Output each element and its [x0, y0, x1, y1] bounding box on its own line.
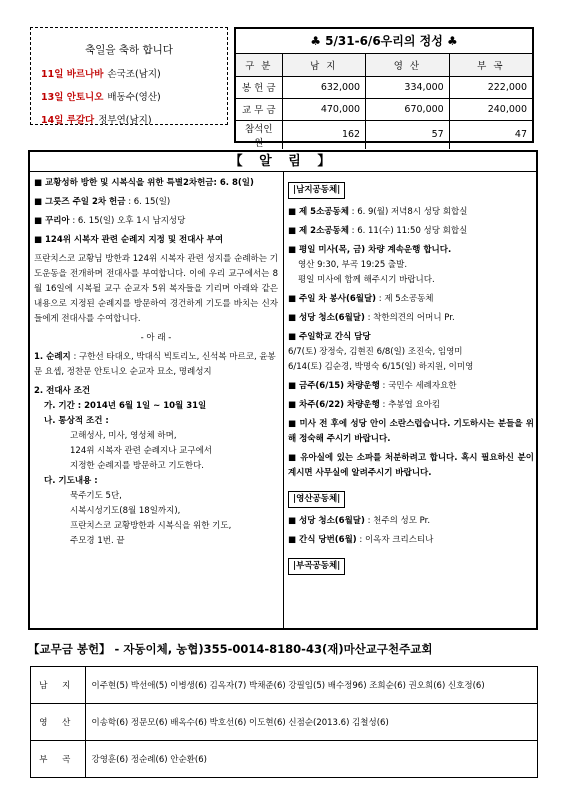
notice-item-label: ■ 그릇즈 주일 2차 헌금: [34, 197, 126, 207]
notice-item-label: ■ 성당 청소(6월달): [288, 313, 365, 323]
column-header: 영 산: [366, 54, 450, 76]
cell: 47: [449, 120, 532, 149]
offering-header-row: [236, 54, 532, 76]
notice-detail: 고해성사, 미사, 영성체 하며,: [70, 431, 177, 441]
notice-detail: 124위 시복자 관련 순례지나 교구에서: [70, 446, 212, 456]
row-label: 봉 헌 금: [236, 76, 282, 98]
notice-sub-item: 나. 통상적 조건 :: [44, 416, 109, 426]
cell: 334,000: [366, 76, 450, 98]
donor-names: 이송학(6) 정문모(6) 배옥수(6) 박호선(6) 이도현(6) 신점순(2013.6) 김철성(6): [85, 703, 537, 741]
notice-item: ■ 미사 전 후에 성당 안이 소란스럽습니다. 기도하시는 분들을 위해 정숙해 주시기 바랍니다.: [288, 419, 534, 444]
notice-item: ■ 평일 미사(목, 금) 차량 계속운행 합니다.: [288, 245, 452, 255]
feast-day-row: [41, 112, 227, 126]
notice-item: [288, 533, 534, 548]
offering-table: [234, 27, 534, 149]
donor-row: [31, 703, 537, 741]
notice-item-label: ■ 간식 당번(6월): [288, 535, 357, 545]
notice-item: [288, 514, 534, 529]
feast-day-names: 배동수(영산): [107, 92, 161, 103]
notice-item: [34, 214, 278, 229]
notice-title: 【 알 림 】: [30, 152, 536, 172]
notice-detail: 시복시성기도(8월 18일까지),: [70, 506, 181, 516]
offering-grid: [236, 54, 532, 149]
notice-item-text: : 이옥자 크리스티나: [359, 535, 434, 545]
donors-grid: [31, 667, 537, 777]
feast-day-box: [30, 27, 228, 125]
column-header: 부 곡: [449, 54, 532, 76]
row-label: 참석인원: [236, 120, 282, 149]
list-item-text: : 구한선 타대오, 박대식 빅토리노, 신석복 마르코, 윤봉문 요셉, 정찬문 안토니오 순교자 묘소, 명례성지: [34, 352, 276, 377]
donor-names: 이주현(5) 박선애(5) 이병생(6) 김옥자(7) 박채준(6) 강필임(5) 배수정96) 조희순(6) 권오희(6) 신호정(6): [85, 667, 537, 703]
offering-title: ♣ 5/31-6/6우리의 정성 ♣: [236, 29, 532, 54]
donor-area: 부 곡: [31, 741, 85, 777]
feast-day-names: 손국조(남지): [107, 69, 161, 80]
notice-item: ■ 주일학교 간식 담당: [288, 332, 371, 342]
donors-table: [30, 666, 538, 778]
notice-item-text: : 추봉엽 요아킴: [382, 400, 441, 410]
notice-item-text: : 국민수 세례자요한: [382, 381, 457, 391]
community-tag-namji: |남지공동체|: [288, 182, 345, 199]
notice-item-label: ■ 차주(6/22) 차량운행: [288, 400, 380, 410]
notice-item-label: ■ 제 2소공동체: [288, 226, 349, 236]
column-header: 구 분: [236, 54, 282, 76]
feast-day-date: 14일 루갈다: [41, 115, 95, 126]
notice-item: ■ 124위 시복자 관련 순례지 지정 및 전대사 부여: [34, 235, 224, 245]
notice-item: ■ 교황성하 방한 및 시복식을 위한 특별2차헌금: 6. 8(일): [34, 178, 254, 188]
feast-day-date: 11일 바르나바: [41, 69, 104, 80]
donor-names: 강영훈(6) 정순례(6) 안순환(6): [85, 741, 537, 777]
notice-item: [288, 398, 534, 413]
donor-area: 영 산: [31, 703, 85, 741]
donor-area: 남 지: [31, 667, 85, 703]
donor-row: [31, 667, 537, 703]
notice-item: [288, 311, 534, 326]
notice-detail: 평일 미사에 함께 해주시기 바랍니다.: [298, 275, 435, 285]
list-item-label: 1. 순례지: [34, 352, 71, 362]
notice-list-item: 2. 전대사 조건: [34, 386, 91, 396]
feast-day-row: [41, 89, 227, 103]
notice-right-column: [288, 176, 534, 581]
notice-item-label: ■ 제 5소공동체: [288, 207, 349, 217]
cell: 240,000: [449, 98, 532, 120]
column-header: 남 지: [282, 54, 366, 76]
notice-sub-item: 다. 기도내용 :: [44, 476, 98, 486]
cell: 162: [282, 120, 366, 149]
notice-detail: 주모경 1번. 끝: [70, 536, 125, 546]
cell: 632,000: [282, 76, 366, 98]
community-tag-yeongsan: |영산공동체|: [288, 491, 345, 508]
cell: 670,000: [366, 98, 450, 120]
notice-detail: 영산 9:30, 부곡 19:25 출발.: [298, 260, 408, 270]
cell: 222,000: [449, 76, 532, 98]
notice-list-item: [34, 350, 278, 380]
notice-item: [288, 292, 534, 307]
donor-row: [31, 741, 537, 777]
community-tag-bugok: |부곡공동체|: [288, 558, 345, 575]
notice-detail: 6/7(토) 장정숙, 김현진 6/8(일) 조진숙, 임영미: [288, 347, 463, 357]
notice-subheading: - 아 래 -: [140, 333, 172, 343]
notice-detail: 지정한 순례지를 방문하고 기도한다.: [70, 461, 204, 471]
notice-item-text: : 6. 9(월) 저녁8시 성당 회합실: [351, 207, 468, 217]
column-divider: [283, 172, 284, 630]
row-label: 교 무 금: [236, 98, 282, 120]
notice-item-label: ■ 주일 차 봉사(6월달): [288, 294, 377, 304]
notice-item-text: : 제 5소공동체: [378, 294, 434, 304]
notice-sub-item: 가. 기간 : 2014년 6월 1일 ~ 10월 31일: [44, 401, 207, 411]
offering-row: [236, 76, 532, 98]
notice-item-label: ■ 성당 청소(6월달): [288, 516, 365, 526]
notice-item: ■ 유아실에 있는 소파를 처분하려고 합니다. 혹시 필요하신 분이 계시면 사무실에 알려주시기 바랍니다.: [288, 453, 534, 478]
notice-item-label: ■ 꾸리아: [34, 216, 70, 226]
notice-item-text: : 천주의 성모 Pr.: [367, 516, 431, 526]
notice-item: [288, 205, 534, 220]
notice-item: [288, 379, 534, 394]
notice-detail: 6/14(토) 김순경, 박명숙 6/15(일) 하지원, 이미영: [288, 362, 474, 372]
cell: 57: [366, 120, 450, 149]
notice-detail: 묵주기도 5단,: [70, 491, 122, 501]
notice-item: [34, 195, 278, 210]
notice-left-column: [34, 176, 278, 549]
notice-section: [28, 150, 538, 630]
notice-item-text: : 착한의견의 어머니 Pr.: [367, 313, 455, 323]
notice-item-label: ■ 금주(6/15) 차량운행: [288, 381, 380, 391]
notice-paragraph: 프란치스코 교황님 방한과 124위 시복자 관련 성지를 순례하는 기도운동을 전개하며 전대사를 부여합니다. 이에 우리 교구에서는 8월 16일에 시복될 교구 순교자 5위 복자들을 기리며 아래와 같은 내용으로 지정된 순례지를 방문하여 경건하게 기도를 바치는 신자들에게 전대사를 수여합니다.: [34, 254, 278, 324]
notice-item-text: : 6. 15(일) 오후 1시 남지성당: [72, 216, 186, 226]
feast-day-date: 13일 안토니오: [41, 92, 104, 103]
notice-item-text: : 6. 15(일): [128, 197, 171, 207]
bank-transfer-line: 【교무금 봉헌】 - 자동이체, 농협)355-0014-8180-43(재)마산교구천주교회: [28, 642, 433, 656]
notice-item-text: : 6. 11(수) 11:50 성당 회합실: [351, 226, 468, 236]
feast-day-row: [41, 66, 227, 80]
cell: 470,000: [282, 98, 366, 120]
notice-detail: 프란치스코 교황방한과 시복식을 위한 기도,: [70, 521, 232, 531]
offering-row: [236, 98, 532, 120]
notice-item: [288, 224, 534, 239]
feast-day-names: 정부연(남지): [98, 115, 152, 126]
feast-day-title: 축일을 축하 합니다: [85, 44, 173, 56]
offering-row: [236, 120, 532, 149]
